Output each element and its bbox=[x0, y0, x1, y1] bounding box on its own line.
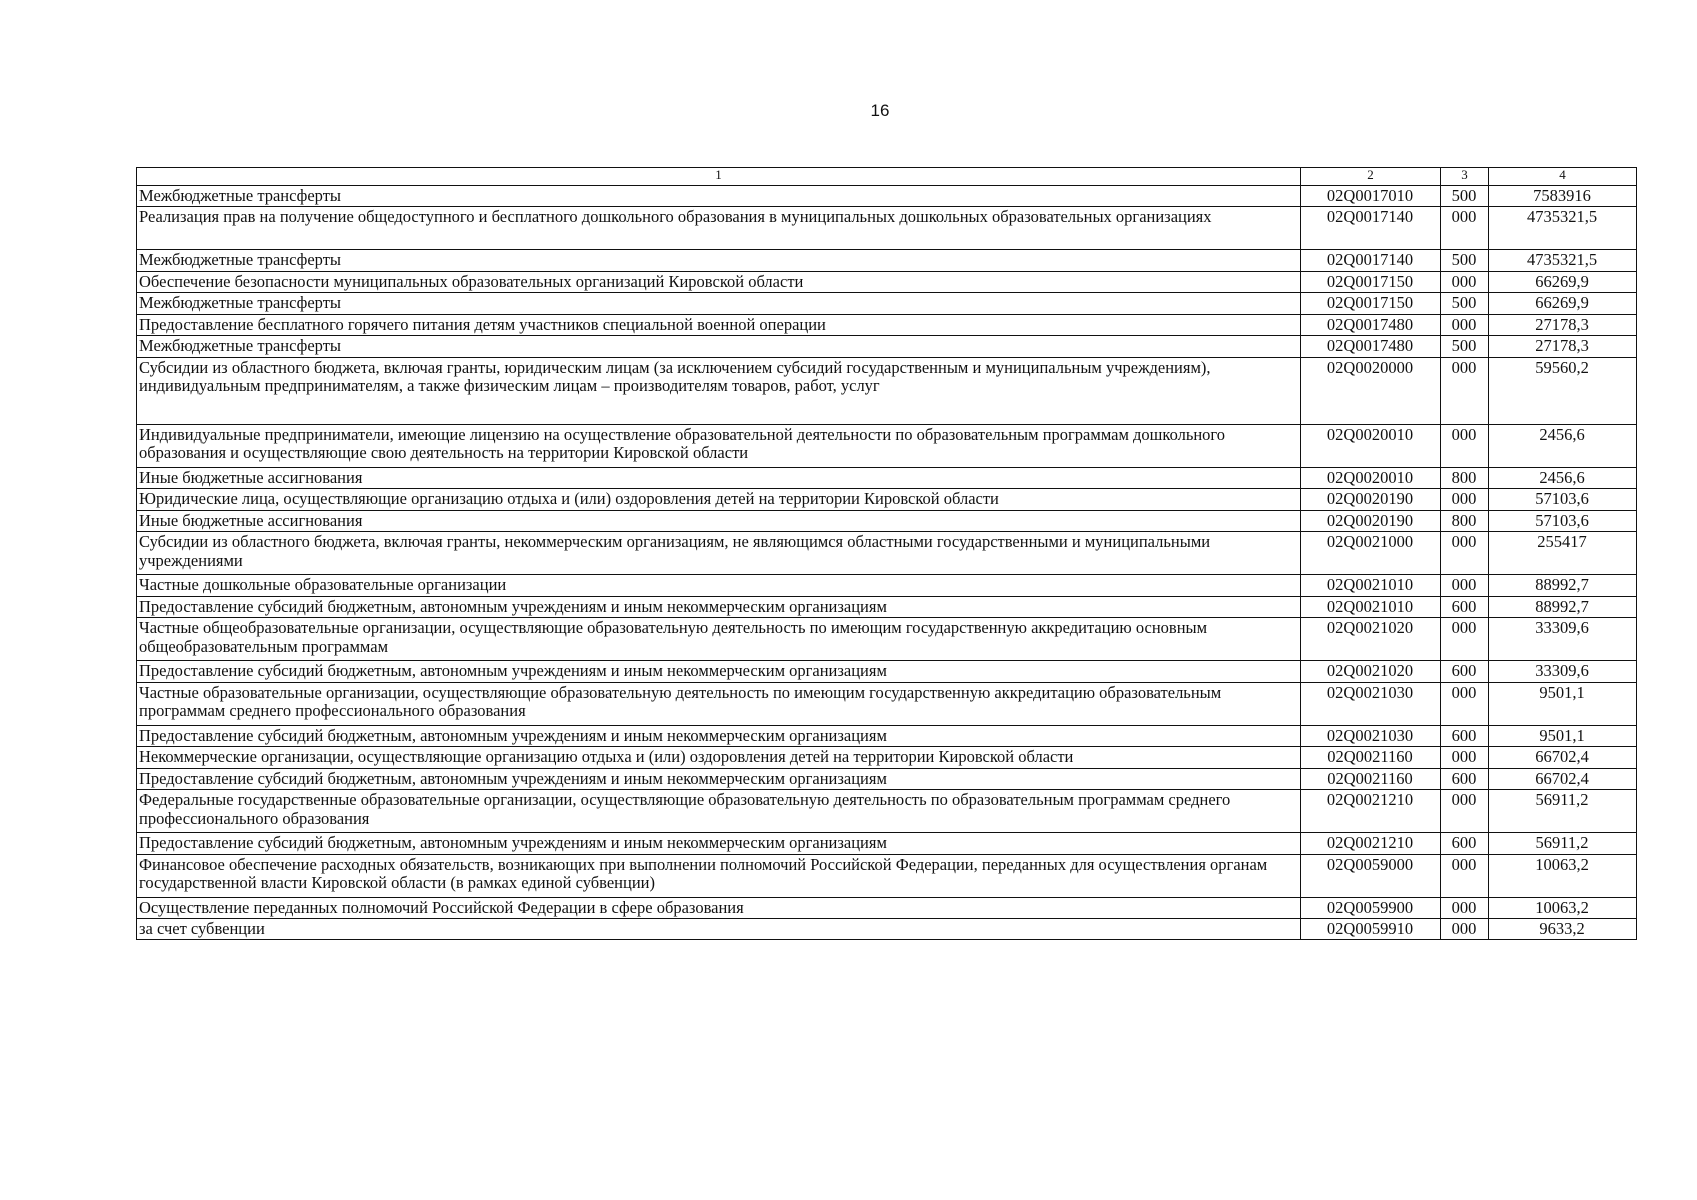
row-code-cell: 02Q0020010 bbox=[1301, 467, 1441, 488]
header-col-4: 4 bbox=[1489, 168, 1637, 186]
table-row bbox=[137, 510, 1637, 531]
row-name-cell: Обеспечение безопасности муниципальных образовательных организаций Кировской области bbox=[137, 271, 1301, 292]
row-type-cell: 600 bbox=[1441, 725, 1489, 746]
table-row bbox=[137, 293, 1637, 314]
table-row bbox=[137, 250, 1637, 271]
table-row bbox=[137, 357, 1637, 424]
row-amount-cell: 4735321,5 bbox=[1489, 250, 1637, 271]
row-type-cell: 000 bbox=[1441, 271, 1489, 292]
row-code-cell: 02Q0017480 bbox=[1301, 336, 1441, 357]
row-name-cell: Межбюджетные трансферты bbox=[137, 336, 1301, 357]
row-code-cell: 02Q0017150 bbox=[1301, 293, 1441, 314]
row-name-cell: Частные общеобразовательные организации, осуществляющие образовательную деятельность по имеющим государственную аккредитацию основным общеобразовательным программам bbox=[137, 618, 1301, 661]
row-type-cell: 500 bbox=[1441, 186, 1489, 207]
row-amount-cell: 10063,2 bbox=[1489, 854, 1637, 897]
row-amount-cell: 9501,1 bbox=[1489, 682, 1637, 725]
row-name-cell: Предоставление бесплатного горячего питания детям участников специальной военной операции bbox=[137, 314, 1301, 335]
row-type-cell: 000 bbox=[1441, 618, 1489, 661]
row-amount-cell: 2456,6 bbox=[1489, 467, 1637, 488]
row-amount-cell: 56911,2 bbox=[1489, 833, 1637, 854]
row-type-cell: 600 bbox=[1441, 661, 1489, 682]
table-row bbox=[137, 186, 1637, 207]
row-name-cell: Юридические лица, осуществляющие организацию отдыха и (или) оздоровления детей на территории Кировской области bbox=[137, 489, 1301, 510]
row-amount-cell: 2456,6 bbox=[1489, 424, 1637, 467]
row-name-cell: Осуществление переданных полномочий Российской Федерации в сфере образования bbox=[137, 897, 1301, 918]
row-type-cell: 500 bbox=[1441, 250, 1489, 271]
table-row bbox=[137, 747, 1637, 768]
row-amount-cell: 88992,7 bbox=[1489, 575, 1637, 596]
row-code-cell: 02Q0021000 bbox=[1301, 532, 1441, 575]
row-name-cell: за счет субвенции bbox=[137, 918, 1301, 939]
row-type-cell: 600 bbox=[1441, 768, 1489, 789]
table-row bbox=[137, 314, 1637, 335]
row-type-cell: 000 bbox=[1441, 489, 1489, 510]
table-row bbox=[137, 682, 1637, 725]
row-amount-cell: 66269,9 bbox=[1489, 271, 1637, 292]
row-type-cell: 000 bbox=[1441, 854, 1489, 897]
row-type-cell: 500 bbox=[1441, 336, 1489, 357]
row-code-cell: 02Q0020000 bbox=[1301, 357, 1441, 424]
table-row bbox=[137, 661, 1637, 682]
row-amount-cell: 33309,6 bbox=[1489, 618, 1637, 661]
row-type-cell: 000 bbox=[1441, 575, 1489, 596]
row-amount-cell: 10063,2 bbox=[1489, 897, 1637, 918]
row-code-cell: 02Q0021020 bbox=[1301, 618, 1441, 661]
row-amount-cell: 27178,3 bbox=[1489, 336, 1637, 357]
table-row bbox=[137, 897, 1637, 918]
row-name-cell: Субсидии из областного бюджета, включая гранты, некоммерческим организациям, не являющимся областными государственными и муниципальными учреждениями bbox=[137, 532, 1301, 575]
row-name-cell: Частные дошкольные образовательные организации bbox=[137, 575, 1301, 596]
row-code-cell: 02Q0021030 bbox=[1301, 682, 1441, 725]
page-number: 16 bbox=[870, 101, 890, 120]
row-type-cell: 000 bbox=[1441, 790, 1489, 833]
table-row bbox=[137, 575, 1637, 596]
row-name-cell: Иные бюджетные ассигнования bbox=[137, 467, 1301, 488]
row-code-cell: 02Q0020190 bbox=[1301, 489, 1441, 510]
row-amount-cell: 59560,2 bbox=[1489, 357, 1637, 424]
row-code-cell: 02Q0020190 bbox=[1301, 510, 1441, 531]
row-type-cell: 500 bbox=[1441, 293, 1489, 314]
row-amount-cell: 88992,7 bbox=[1489, 596, 1637, 617]
row-code-cell: 02Q0021210 bbox=[1301, 833, 1441, 854]
row-type-cell: 000 bbox=[1441, 918, 1489, 939]
row-code-cell: 02Q0059900 bbox=[1301, 897, 1441, 918]
row-type-cell: 800 bbox=[1441, 510, 1489, 531]
table-body bbox=[137, 186, 1637, 940]
row-code-cell: 02Q0021160 bbox=[1301, 747, 1441, 768]
row-code-cell: 02Q0017140 bbox=[1301, 250, 1441, 271]
table-row bbox=[137, 725, 1637, 746]
row-type-cell: 800 bbox=[1441, 467, 1489, 488]
table-row bbox=[137, 336, 1637, 357]
row-type-cell: 000 bbox=[1441, 897, 1489, 918]
row-name-cell: Финансовое обеспечение расходных обязательств, возникающих при выполнении полномочий Российской Федерации, переданных для осуществления органам государственной власти Кировской области (в рамках единой субвенции) bbox=[137, 854, 1301, 897]
row-name-cell: Субсидии из областного бюджета, включая гранты, юридическим лицам (за исключением субсидий государственным и муниципальным учреждениям), индивидуальным предпринимателям, а также физическим лицам – производителям товаров, работ, услуг bbox=[137, 357, 1301, 424]
row-code-cell: 02Q0021010 bbox=[1301, 575, 1441, 596]
row-type-cell: 000 bbox=[1441, 682, 1489, 725]
table-row bbox=[137, 596, 1637, 617]
row-name-cell: Иные бюджетные ассигнования bbox=[137, 510, 1301, 531]
row-code-cell: 02Q0017010 bbox=[1301, 186, 1441, 207]
table-row bbox=[137, 768, 1637, 789]
row-amount-cell: 66269,9 bbox=[1489, 293, 1637, 314]
row-name-cell: Межбюджетные трансферты bbox=[137, 293, 1301, 314]
row-name-cell: Частные образовательные организации, осуществляющие образовательную деятельность по имеющим государственную аккредитацию образовательным программам среднего профессионального образования bbox=[137, 682, 1301, 725]
row-name-cell: Предоставление субсидий бюджетным, автономным учреждениям и иным некоммерческим организациям bbox=[137, 596, 1301, 617]
row-name-cell: Федеральные государственные образовательные организации, осуществляющие образовательную деятельность по образовательным программам среднего профессионального образования bbox=[137, 790, 1301, 833]
row-code-cell: 02Q0059910 bbox=[1301, 918, 1441, 939]
row-name-cell: Предоставление субсидий бюджетным, автономным учреждениям и иным некоммерческим организациям bbox=[137, 768, 1301, 789]
table-row bbox=[137, 207, 1637, 250]
row-amount-cell: 4735321,5 bbox=[1489, 207, 1637, 250]
row-name-cell: Межбюджетные трансферты bbox=[137, 186, 1301, 207]
table-row bbox=[137, 424, 1637, 467]
row-code-cell: 02Q0021020 bbox=[1301, 661, 1441, 682]
row-code-cell: 02Q0017480 bbox=[1301, 314, 1441, 335]
row-type-cell: 000 bbox=[1441, 747, 1489, 768]
row-code-cell: 02Q0017150 bbox=[1301, 271, 1441, 292]
budget-table bbox=[136, 167, 1637, 940]
row-name-cell: Реализация прав на получение общедоступного и бесплатного дошкольного образования в муниципальных дошкольных образовательных организациях bbox=[137, 207, 1301, 250]
header-col-3: 3 bbox=[1441, 168, 1489, 186]
row-amount-cell: 27178,3 bbox=[1489, 314, 1637, 335]
row-amount-cell: 255417 bbox=[1489, 532, 1637, 575]
row-type-cell: 600 bbox=[1441, 833, 1489, 854]
row-amount-cell: 66702,4 bbox=[1489, 747, 1637, 768]
table-row bbox=[137, 790, 1637, 833]
table-row bbox=[137, 918, 1637, 939]
row-type-cell: 000 bbox=[1441, 314, 1489, 335]
row-type-cell: 000 bbox=[1441, 357, 1489, 424]
row-amount-cell: 57103,6 bbox=[1489, 510, 1637, 531]
row-name-cell: Предоставление субсидий бюджетным, автономным учреждениям и иным некоммерческим организациям bbox=[137, 661, 1301, 682]
row-name-cell: Некоммерческие организации, осуществляющие организацию отдыха и (или) оздоровления детей на территории Кировской области bbox=[137, 747, 1301, 768]
row-code-cell: 02Q0021210 bbox=[1301, 790, 1441, 833]
row-name-cell: Предоставление субсидий бюджетным, автономным учреждениям и иным некоммерческим организациям bbox=[137, 725, 1301, 746]
header-col-2: 2 bbox=[1301, 168, 1441, 186]
table-row bbox=[137, 833, 1637, 854]
row-code-cell: 02Q0017140 bbox=[1301, 207, 1441, 250]
table-row bbox=[137, 271, 1637, 292]
row-amount-cell: 57103,6 bbox=[1489, 489, 1637, 510]
table-row bbox=[137, 854, 1637, 897]
table-row bbox=[137, 489, 1637, 510]
row-code-cell: 02Q0021010 bbox=[1301, 596, 1441, 617]
row-name-cell: Индивидуальные предприниматели, имеющие лицензию на осуществление образовательной деятельности по образовательным программам дошкольного образования и осуществляющие свою деятельность на территории Кировской области bbox=[137, 424, 1301, 467]
row-name-cell: Межбюджетные трансферты bbox=[137, 250, 1301, 271]
row-code-cell: 02Q0020010 bbox=[1301, 424, 1441, 467]
table-row bbox=[137, 532, 1637, 575]
row-amount-cell: 66702,4 bbox=[1489, 768, 1637, 789]
table-row bbox=[137, 467, 1637, 488]
row-code-cell: 02Q0059000 bbox=[1301, 854, 1441, 897]
row-amount-cell: 9633,2 bbox=[1489, 918, 1637, 939]
table-row bbox=[137, 618, 1637, 661]
table-header-row bbox=[137, 168, 1637, 186]
row-amount-cell: 9501,1 bbox=[1489, 725, 1637, 746]
row-type-cell: 000 bbox=[1441, 532, 1489, 575]
row-code-cell: 02Q0021030 bbox=[1301, 725, 1441, 746]
row-type-cell: 600 bbox=[1441, 596, 1489, 617]
row-code-cell: 02Q0021160 bbox=[1301, 768, 1441, 789]
row-type-cell: 000 bbox=[1441, 207, 1489, 250]
row-amount-cell: 33309,6 bbox=[1489, 661, 1637, 682]
row-type-cell: 000 bbox=[1441, 424, 1489, 467]
row-amount-cell: 56911,2 bbox=[1489, 790, 1637, 833]
row-name-cell: Предоставление субсидий бюджетным, автономным учреждениям и иным некоммерческим организациям bbox=[137, 833, 1301, 854]
row-amount-cell: 7583916 bbox=[1489, 186, 1637, 207]
header-col-1: 1 bbox=[137, 168, 1301, 186]
